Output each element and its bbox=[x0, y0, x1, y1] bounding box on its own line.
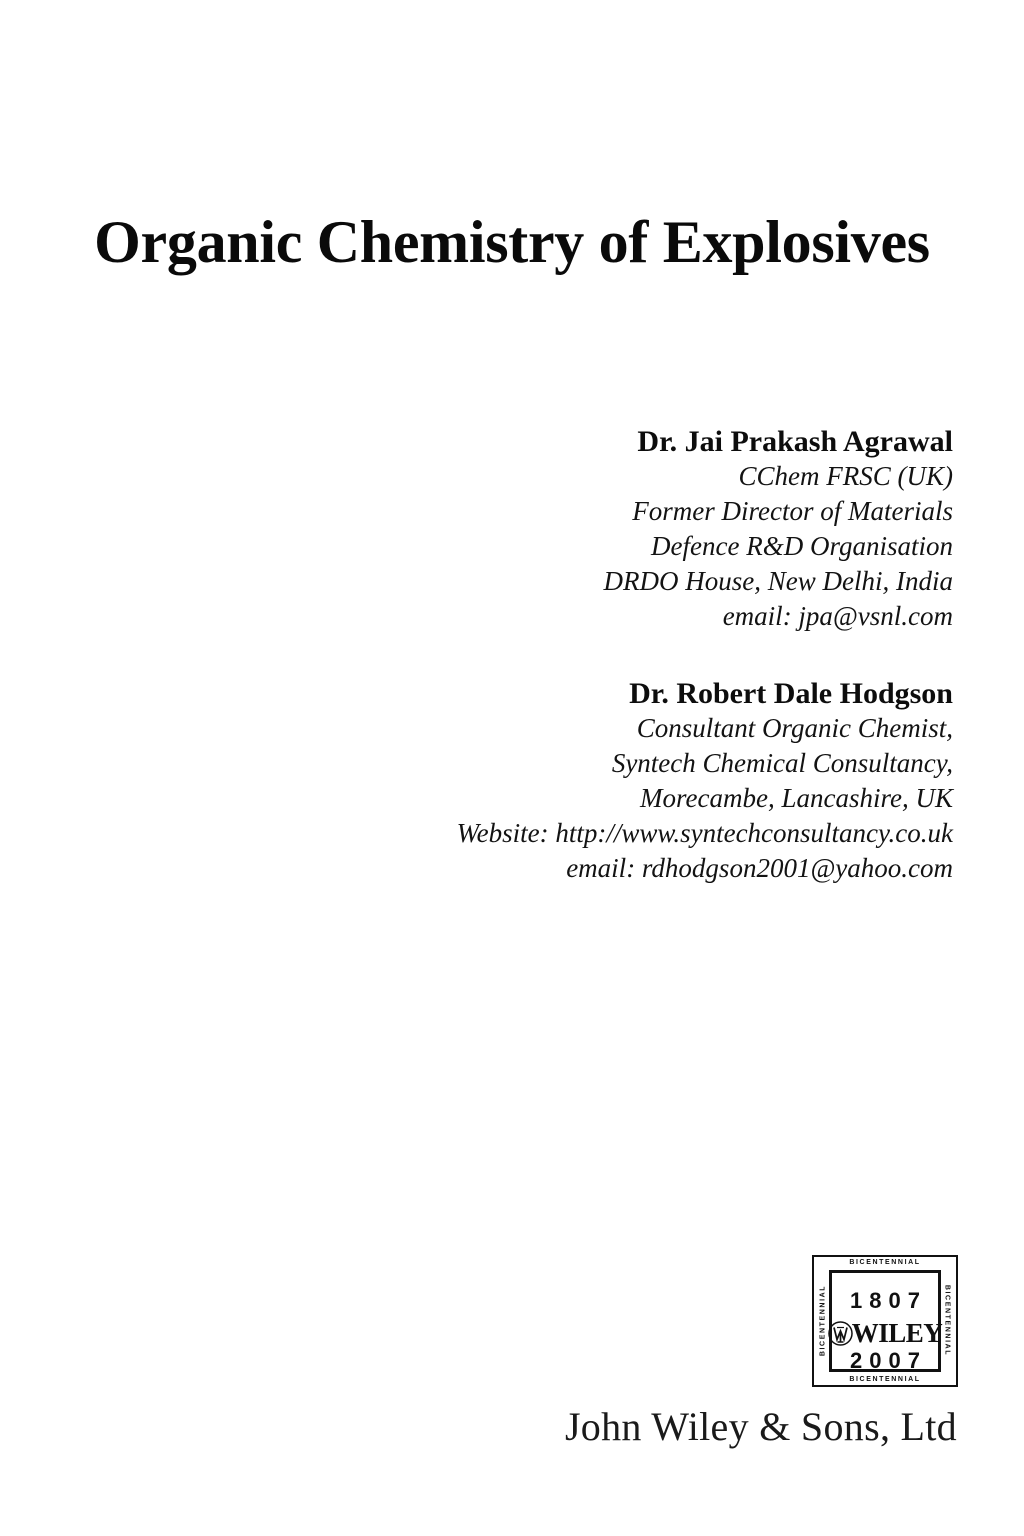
wiley-monogram-icon bbox=[828, 1321, 853, 1346]
bicentennial-text-left: BICENTENNIAL bbox=[819, 1284, 827, 1357]
logo-inner-border bbox=[829, 1270, 941, 1372]
author-credential: CChem FRSC (UK) bbox=[738, 461, 953, 491]
author-list bbox=[380, 424, 953, 886]
author-organisation: Defence R&D Organisation bbox=[651, 531, 953, 561]
bicentennial-text-top: BICENTENNIAL bbox=[849, 1259, 921, 1266]
wiley-wordmark bbox=[832, 1317, 943, 1348]
author-email: email: jpa@vsnl.com bbox=[722, 601, 953, 631]
wiley-wordmark-text: WILEY bbox=[851, 1317, 943, 1348]
author-block-2 bbox=[380, 676, 953, 886]
bicentennial-text-right: BICENTENNIAL bbox=[943, 1284, 951, 1357]
author-name: Dr. Robert Dale Hodgson bbox=[629, 677, 953, 710]
author-email: email: rdhodgson2001@yahoo.com bbox=[566, 853, 953, 883]
author-address: Morecambe, Lancashire, UK bbox=[640, 783, 953, 813]
logo-year-start: 1807 bbox=[850, 1288, 927, 1313]
author-role: Former Director of Materials bbox=[632, 496, 953, 526]
author-name: Dr. Jai Prakash Agrawal bbox=[637, 425, 953, 458]
publisher-name: John Wiley & Sons, Ltd bbox=[564, 1404, 957, 1449]
author-address: DRDO House, New Delhi, India bbox=[603, 566, 953, 596]
author-organisation: Syntech Chemical Consultancy, bbox=[611, 748, 953, 778]
author-role: Consultant Organic Chemist, bbox=[636, 713, 953, 743]
bicentennial-text-bottom: BICENTENNIAL bbox=[849, 1376, 921, 1383]
page-title: Organic Chemistry of Explosives bbox=[94, 209, 930, 275]
author-block-1 bbox=[380, 424, 953, 634]
author-website: Website: http://www.syntechconsultancy.co.uk bbox=[456, 818, 953, 848]
logo-year-end: 2007 bbox=[850, 1348, 927, 1373]
wiley-bicentennial-logo bbox=[812, 1255, 958, 1387]
